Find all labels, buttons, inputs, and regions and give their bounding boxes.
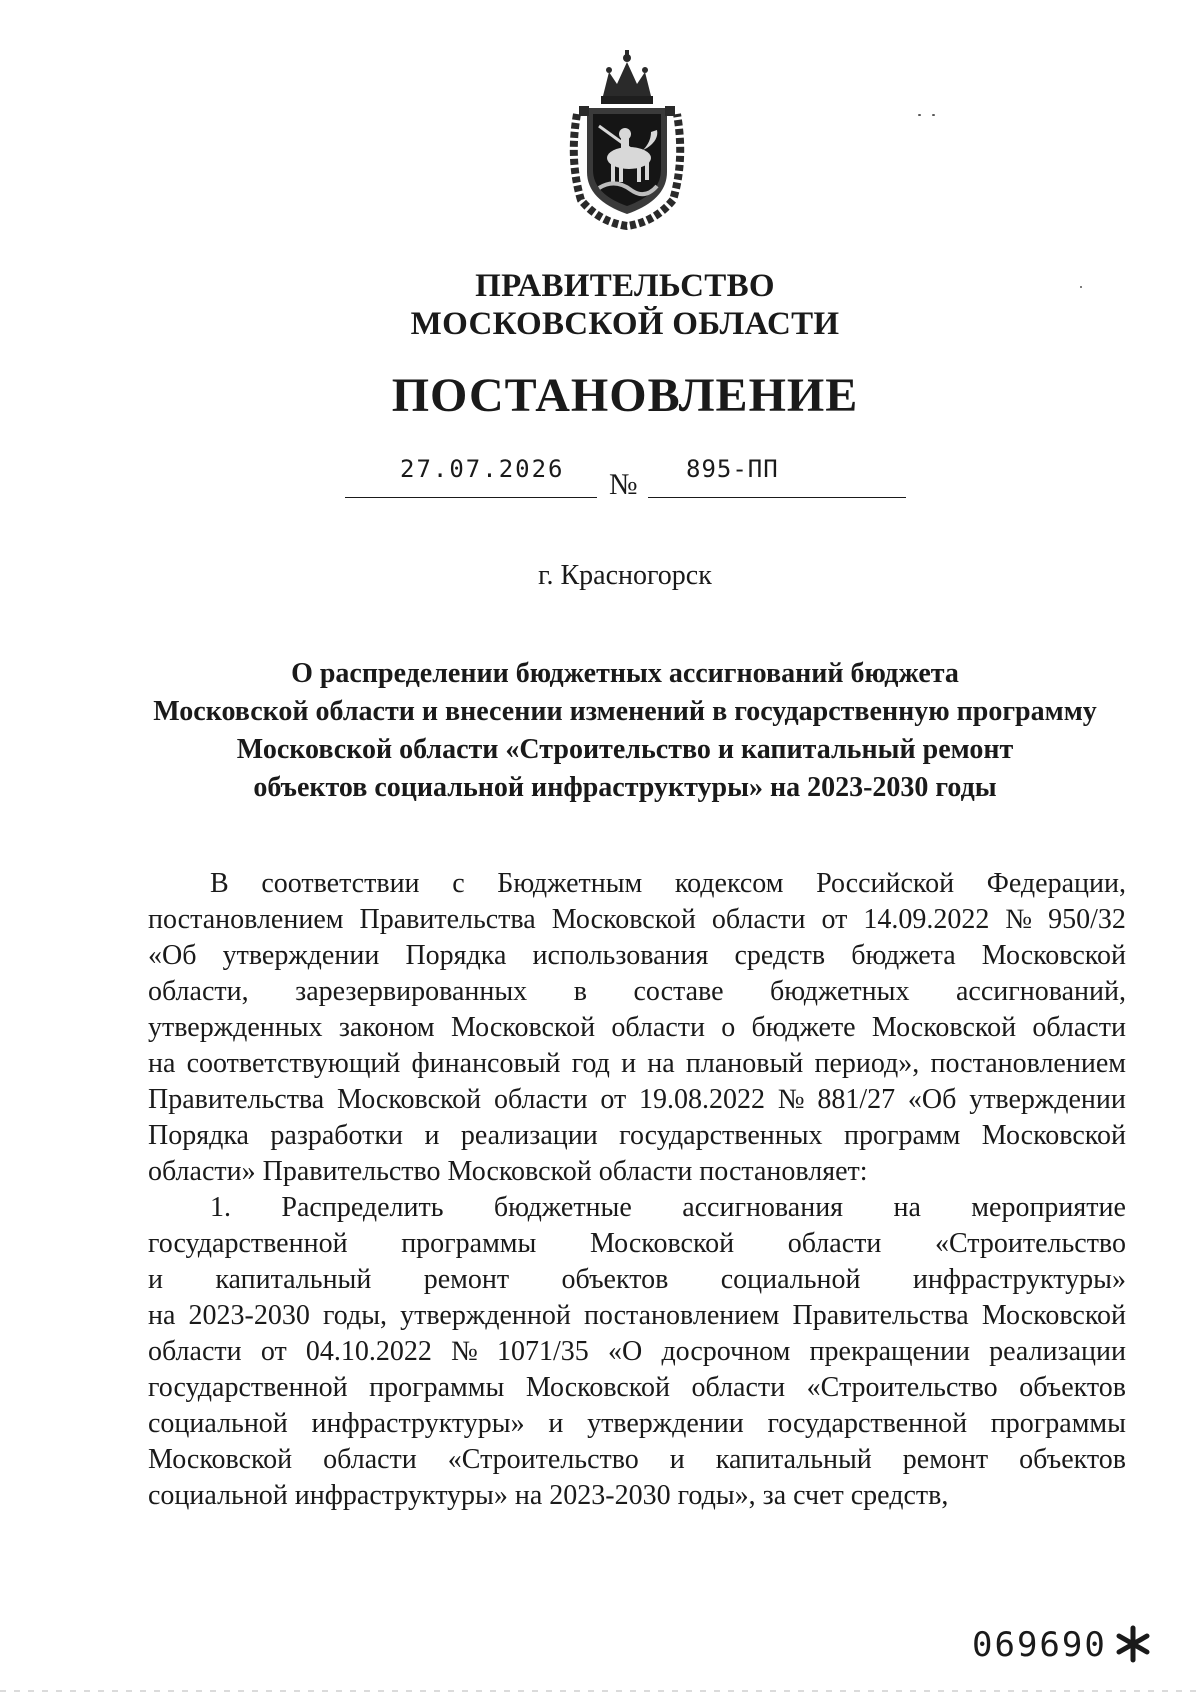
body-word: постановлением [930, 1048, 1126, 1079]
body-word: утверждении [587, 1408, 744, 1439]
body-word: составе [633, 976, 724, 1007]
body-word: бюджете [751, 1012, 856, 1043]
body-word: Московской [981, 940, 1126, 971]
body-word: Правительства [359, 904, 536, 935]
body-word: зарезервированных [295, 976, 528, 1007]
subject-line: Московской области «Строительство и капитальный ремонт [236, 734, 1014, 765]
body-word: области, [148, 976, 249, 1007]
date-underline [345, 497, 597, 498]
body-line: социальной инфраструктуры» на 2023-2030 годы», за счет средств, [148, 1480, 949, 1511]
body-word: государственной [148, 1372, 348, 1403]
body-word: использования [532, 940, 709, 971]
body-word: соответствии [261, 868, 420, 899]
body-word: Федерации, [986, 868, 1126, 899]
body-word: программы [990, 1408, 1126, 1439]
body-line [148, 1370, 1126, 1406]
body-word: инфраструктуры» [311, 1408, 525, 1439]
body-line [148, 1262, 1126, 1298]
body-word: Московской [981, 1120, 1126, 1151]
body-word: области [691, 1372, 786, 1403]
body-word: Московской [981, 1300, 1126, 1331]
body-word: 881/27 [817, 1084, 896, 1115]
body-word: досрочном [661, 1336, 791, 1367]
body-word: программы [369, 1372, 505, 1403]
body-word: Российской [816, 868, 955, 899]
body-word: капитальный [215, 1264, 372, 1295]
body-line [148, 1010, 1126, 1046]
body-word: ремонт [902, 1444, 989, 1475]
scan-speck [932, 114, 935, 116]
body-word: № [777, 1084, 805, 1115]
body-word: ремонт [423, 1264, 510, 1295]
body-word: годы, [322, 1300, 388, 1331]
body-word: 950/32 [1048, 904, 1126, 935]
body-word: объектов [561, 1264, 669, 1295]
body-line [210, 1190, 1126, 1226]
body-word: Московской [525, 1372, 670, 1403]
body-word: постановлением [583, 1300, 780, 1331]
body-word: Бюджетным [497, 868, 643, 899]
body-word: «Об [148, 940, 197, 971]
body-word: области [1032, 1012, 1126, 1043]
body-word: на [893, 1192, 921, 1223]
body-word: Московской [148, 1444, 293, 1475]
body-line [148, 1226, 1126, 1262]
body-word: государственных [619, 1120, 823, 1151]
body-word: от [260, 1336, 287, 1367]
body-word: законом [338, 1012, 435, 1043]
body-word: средств [734, 940, 826, 971]
scan-edge-noise [0, 1690, 1200, 1692]
body-word: реализации [989, 1336, 1126, 1367]
coat-of-arms-icon [559, 50, 695, 230]
body-word: бюджета [851, 940, 956, 971]
body-word: капитальный [715, 1444, 872, 1475]
body-word: области [323, 1444, 417, 1475]
body-line [148, 902, 1126, 938]
body-word: реализации [460, 1120, 598, 1151]
body-word: бюджетные [493, 1192, 632, 1223]
body-word: «Строительство [806, 1372, 998, 1403]
body-word: на [647, 1048, 675, 1079]
body-word: Порядка [405, 940, 507, 971]
serial-number: 069690 [972, 1625, 1107, 1665]
body-word: мероприятие [971, 1192, 1126, 1223]
body-word: и [548, 1408, 564, 1439]
body-word: 2023-2030 [188, 1300, 310, 1331]
document-subject [130, 655, 1120, 807]
body-word: и [621, 1048, 637, 1079]
body-word: № [1005, 904, 1033, 935]
body-line [148, 1046, 1126, 1082]
body-word: программы [401, 1228, 537, 1259]
body-word: утвержденной [400, 1300, 571, 1331]
body-word: финансовый [411, 1048, 561, 1079]
body-word: Московской [589, 1228, 735, 1259]
body-line [148, 1334, 1126, 1370]
body-line [148, 1442, 1126, 1478]
number-sign: № [609, 468, 638, 501]
body-word: ассигнований, [956, 976, 1126, 1007]
body-word: 1071/35 [497, 1336, 589, 1367]
body-word: прекращении [809, 1336, 970, 1367]
body-word: в [573, 976, 587, 1007]
body-line [148, 974, 1126, 1010]
body-word: области [787, 1228, 882, 1259]
body-word: программ [843, 1120, 961, 1151]
body-word: ассигнования [682, 1192, 844, 1223]
body-word: «Строительство [447, 1444, 639, 1475]
subject-line: О распределении бюджетных ассигнований бюджета [291, 658, 959, 689]
body-word: бюджетных [770, 976, 910, 1007]
document-type-title: ПОСТАНОВЛЕНИЕ [391, 369, 859, 422]
body-word: разработки [270, 1120, 404, 1151]
body-word: области [611, 1012, 705, 1043]
subject-line: Московской области и внесении изменений в государственную программу [153, 696, 1097, 727]
body-word: кодексом [674, 868, 784, 899]
body-word: Московской [871, 1012, 1017, 1043]
document-date: 27.07.2026 [400, 455, 565, 483]
body-word: и [148, 1264, 163, 1295]
body-word: утверждении [222, 940, 380, 971]
body-word: социальной [148, 1408, 288, 1439]
body-word: области [711, 904, 806, 935]
body-line: области» Правительство Московской области постановляет: [148, 1156, 868, 1187]
body-word: соответствующий [186, 1048, 401, 1079]
body-word: утвержденных [148, 1012, 323, 1043]
body-word: утверждении [969, 1084, 1126, 1115]
body-word: «Об [907, 1084, 957, 1115]
city-name: г. Красногорск [538, 560, 712, 591]
body-word: Московской [450, 1012, 596, 1043]
subject-line: объектов социальной инфраструктуры» на 2023-2030 годы [253, 772, 997, 803]
body-word: объектов [1019, 1444, 1126, 1475]
body-word: области [148, 1336, 242, 1367]
body-word: Московской [551, 904, 696, 935]
body-word: год [571, 1048, 610, 1079]
body-word: на [148, 1300, 176, 1331]
body-word: Распределить [281, 1192, 444, 1223]
body-word: Правительства [148, 1084, 325, 1115]
body-line [148, 1406, 1126, 1442]
body-word: государственной [767, 1408, 968, 1439]
scan-speck [1080, 286, 1082, 288]
body-word: плановый [685, 1048, 804, 1079]
body-line [148, 1298, 1126, 1334]
body-word: на [148, 1048, 176, 1079]
body-word: 19.08.2022 [639, 1084, 766, 1115]
body-word: и [424, 1120, 440, 1151]
body-word: 14.09.2022 [863, 904, 990, 935]
body-line [148, 938, 1126, 974]
body-word: о [721, 1012, 736, 1043]
body-word: В [210, 868, 229, 899]
body-word: от [600, 1084, 627, 1115]
body-word: Порядка [148, 1120, 249, 1151]
number-underline [648, 497, 906, 498]
document-number: 895-ПП [686, 455, 779, 483]
body-line [148, 1118, 1126, 1154]
body-word: от [821, 904, 848, 935]
body-word: № [451, 1336, 478, 1367]
body-word: объектов [1019, 1372, 1126, 1403]
body-word: и [669, 1444, 685, 1475]
body-line [148, 1082, 1126, 1118]
body-word: «Строительство [934, 1228, 1126, 1259]
body-word: Правительства [792, 1300, 969, 1331]
body-line [210, 866, 1126, 902]
body-word: социальной [720, 1264, 861, 1295]
body-word: инфраструктуры» [912, 1264, 1126, 1295]
body-word: с [452, 868, 465, 899]
body-word: постановлением [148, 904, 344, 935]
body-word: 04.10.2022 [305, 1336, 432, 1367]
body-word: 1. [210, 1192, 231, 1223]
org-name-line1: ПРАВИТЕЛЬСТВО [475, 268, 775, 304]
body-word: государственной [148, 1228, 348, 1259]
body-word: Московской [337, 1084, 482, 1115]
org-name-line2: МОСКОВСКОЙ ОБЛАСТИ [410, 306, 840, 342]
asterisk-star-icon [1113, 1624, 1153, 1664]
scan-speck [918, 114, 921, 116]
body-word: области [493, 1084, 588, 1115]
body-word: «О [608, 1336, 643, 1367]
body-word: период», [814, 1048, 920, 1079]
